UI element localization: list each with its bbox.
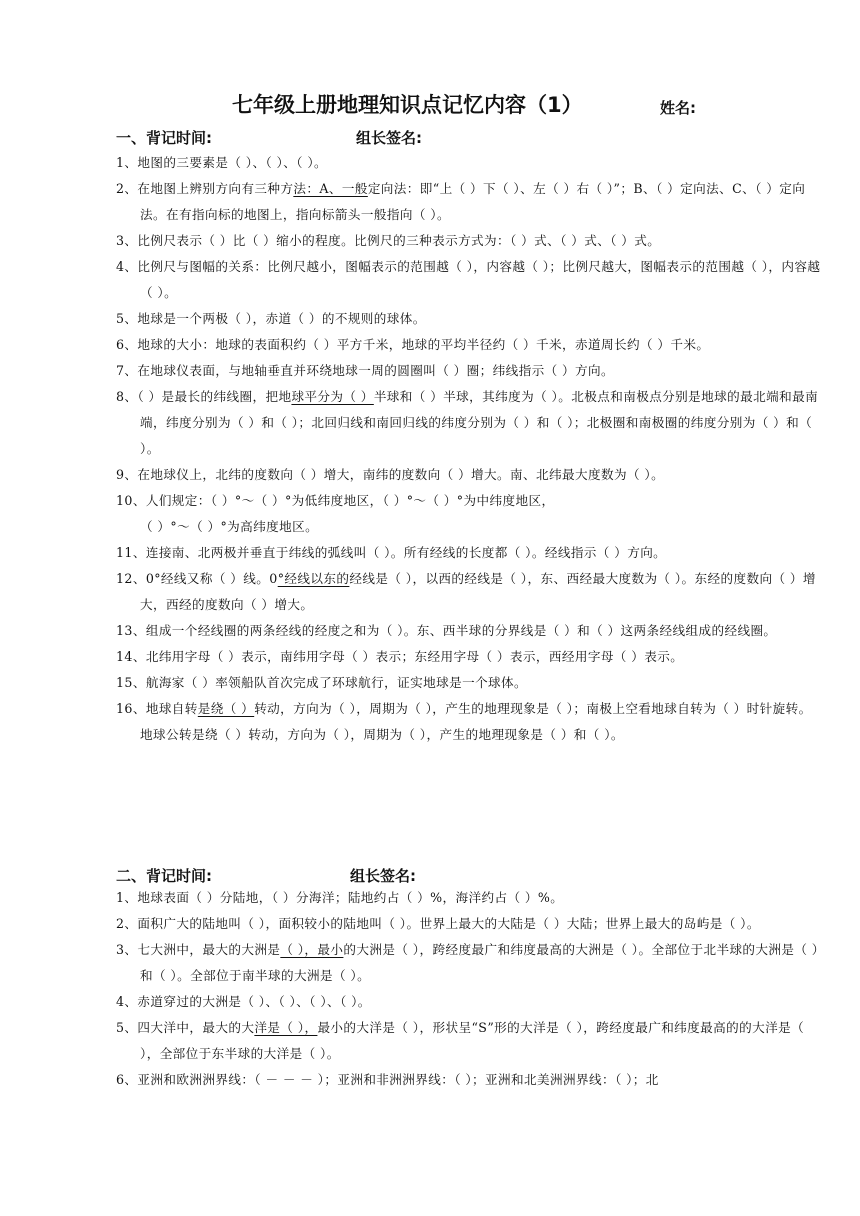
page-title: 七年级上册地理知识点记忆内容（1） bbox=[232, 93, 583, 117]
item-text: 5、四大洋中，最大的大 bbox=[116, 1020, 255, 1035]
item-text: 6、地球的大小：地球的表面积约（ ）平方千米，地球的平均半径约（ ）千米，赤道周长约（ ）千米。 bbox=[116, 337, 710, 352]
section-2-list bbox=[116, 885, 822, 1093]
item-text: 15、航海家（ ）率领船队首次完成了环球航行，证实地球是一个球体。 bbox=[116, 675, 528, 690]
item-text-continued: （ ）°～（ ）°为高纬度地区。 bbox=[140, 519, 319, 534]
list-item bbox=[116, 384, 822, 462]
item-text: 11、连接南、北两极并垂直于纬线的弧线叫（ ）。所有经线的长度都（ ）。经线指示（ ）方向。 bbox=[116, 545, 667, 560]
list-item bbox=[116, 1015, 822, 1067]
item-text: 4、赤道穿过的大洲是（ ）、（ ）、（ ）、（ ）。 bbox=[116, 994, 371, 1009]
item-text: 7、在地球仪表面，与地轴垂直并环绕地球一周的圆圈叫（ ）圈；纬线指示（ ）方向。 bbox=[116, 363, 614, 378]
list-item bbox=[116, 566, 822, 618]
item-text: 3、比例尺表示（ ）比（ ）缩小的程度。比例尺的三种表示方式为：（ ）式、（ ）式、（ ）式。 bbox=[116, 233, 661, 248]
section-2-heading: 二、背记时间: bbox=[116, 867, 212, 885]
item-text: 16、地球自转 bbox=[116, 701, 198, 716]
item-text: 定向法：即“上（ ）下（ ）、左（ ）右（ ）”；B、（ ）定向法、C、（ ）定向法。在有指向标的地图上，指向标箭头一般指向（ ）。 bbox=[140, 181, 806, 222]
item-text: 2、在地图上辨别方向有三种方 bbox=[116, 181, 294, 196]
list-item bbox=[116, 150, 822, 176]
item-text: 1、地图的三要素是（ ）、（ ）、（ ）。 bbox=[116, 155, 328, 170]
list-item bbox=[116, 937, 822, 989]
list-item bbox=[116, 332, 822, 358]
item-text: 3、七大洲中，最大的大洲是 bbox=[116, 942, 281, 957]
list-item bbox=[116, 989, 822, 1015]
section-1-signature-label: 组长签名: bbox=[356, 129, 422, 147]
item-text: 14、北纬用字母（ ）表示，南纬用字母（ ）表示；东经用字母（ ）表示，西经用字母（ ）表示。 bbox=[116, 649, 684, 664]
underlined-text: 球平分为（ ） bbox=[291, 389, 374, 404]
item-text: 经线是（ ），以西的经线是（ ），东、西经最大度数为（ ）。东经的度数向（ ）增大，西经的度数向（ ）增大。 bbox=[140, 571, 816, 612]
item-text: 12、0°经线又称（ ）线。0 bbox=[116, 571, 278, 586]
list-item bbox=[116, 670, 822, 696]
list-item bbox=[116, 228, 822, 254]
section-1-heading: 一、背记时间: bbox=[116, 129, 212, 147]
list-item bbox=[116, 358, 822, 384]
section-2-header bbox=[116, 866, 416, 886]
list-item bbox=[116, 306, 822, 332]
list-item bbox=[116, 696, 822, 748]
list-item bbox=[116, 254, 822, 306]
item-text: 最小的大洋是（ ），形状呈“S”形的大洋是（ ），跨经度最广和纬度最高的的大洋是（ ），全部位于东半球的大洋是（ ）。 bbox=[140, 1020, 805, 1061]
list-item bbox=[116, 1067, 822, 1093]
section-1-list bbox=[116, 150, 822, 748]
item-text: 1、地球表面（ ）分陆地，（ ）分海洋；陆地约占（ ）%，海洋约占（ ）%。 bbox=[116, 890, 564, 905]
list-item bbox=[116, 911, 822, 937]
item-text: 半球和（ ）半球，其纬度为（ ）。北极点和南极点分别是地球的最北端和最南端，纬度分别为（ ）和（ ）；北回归线和南回归线的纬度分别为（ ）和（ ）；北极圈和南极圈的纬度分别为（ ）和（ ）。 bbox=[140, 389, 819, 456]
list-item bbox=[116, 885, 822, 911]
section-1-header bbox=[116, 128, 422, 148]
list-item bbox=[116, 462, 822, 488]
item-text: 9、在地球仪上，北纬的度数向（ ）增大，南纬的度数向（ ）增大。南、北纬最大度数为（ ）。 bbox=[116, 467, 665, 482]
item-text: 的大洲是（ ），跨经度最广和纬度最高的大洲是（ ）。全部位于北半球的大洲是（ ）和（ ）。全部位于南半球的大洲是（ ）。 bbox=[140, 942, 819, 983]
list-item bbox=[116, 176, 822, 228]
item-text: 13、组成一个经线圈的两条经线的经度之和为（ ）。东、西半球的分界线是（ ）和（ ）这两条经线组成的经线圈。 bbox=[116, 623, 777, 638]
underlined-text: °经线以东的 bbox=[277, 571, 350, 586]
item-text: 10、人们规定：（ ）°～（ ）°为低纬度地区，（ ）°～（ ）°为中纬度地区， bbox=[116, 493, 555, 508]
list-item bbox=[116, 618, 822, 644]
name-label: 姓名: bbox=[660, 99, 696, 117]
underlined-text: （ ），最小 bbox=[280, 942, 344, 957]
underlined-text: 洋是（ ）， bbox=[254, 1020, 318, 1035]
section-2-signature-label: 组长签名: bbox=[350, 867, 416, 885]
item-text: 2、面积广大的陆地叫（ ），面积较小的陆地叫（ ）。世界上最大的大陆是（ ）大陆；世界上最大的岛屿是（ ）。 bbox=[116, 916, 760, 931]
item-text: 4、比例尺与图幅的关系：比例尺越小，图幅表示的范围越（ ），内容越（ ）；比例尺越大，图幅表示的范围越（ ），内容越（ ）。 bbox=[116, 259, 821, 300]
list-item bbox=[116, 540, 822, 566]
list-item bbox=[116, 488, 822, 540]
underlined-text: 法：A、一般 bbox=[293, 181, 368, 196]
item-text: 6、亚洲和欧洲洲界线：（ － － － ）；亚洲和非洲洲界线：（ ）；亚洲和北美洲洲界线：（ ）；北 bbox=[116, 1072, 659, 1087]
item-text: 5、地球是一个两极（ ），赤道（ ）的不规则的球体。 bbox=[116, 311, 426, 326]
item-text: 转动，方向为（ ），周期为（ ），产生的地理现象是（ ）；南极上空看地球自转为（ ）时针旋转。地球公转是绕（ ）转动，方向为（ ），周期为（ ），产生的地理现象是（ ）和（ ）。 bbox=[140, 701, 812, 742]
list-item bbox=[116, 644, 822, 670]
underlined-text: 是绕（ ） bbox=[197, 701, 255, 716]
item-text: 8、（ ）是最长的纬线圈，把地 bbox=[116, 389, 292, 404]
